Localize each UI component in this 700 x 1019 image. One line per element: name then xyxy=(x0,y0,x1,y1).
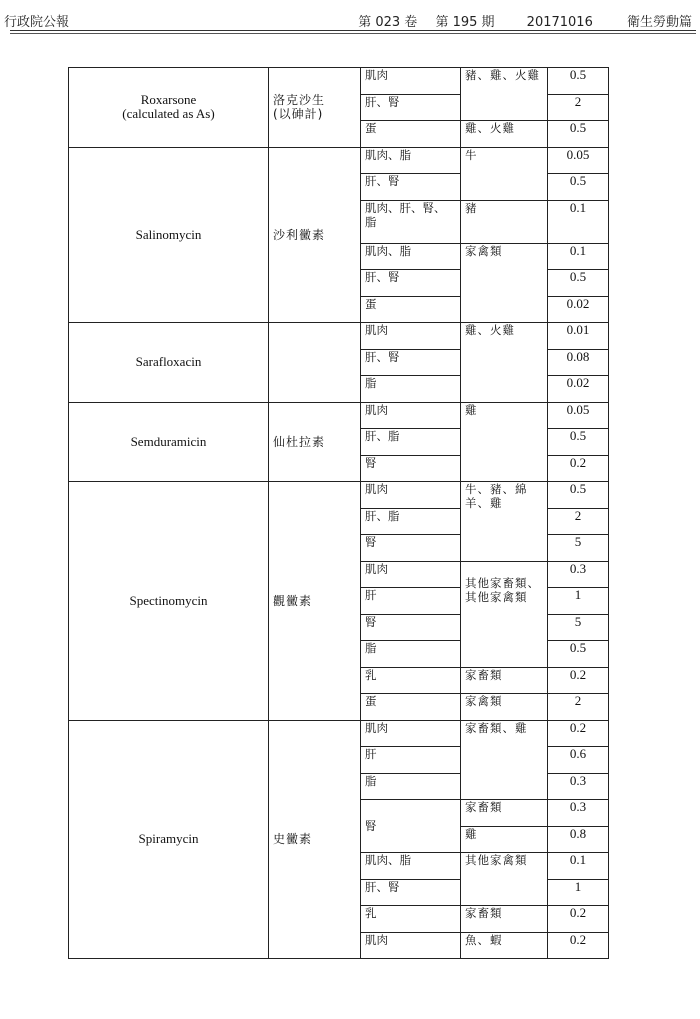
tissue-cell: 肝、脂 xyxy=(361,508,461,535)
species-cell: 牛 xyxy=(461,147,548,200)
table-row xyxy=(69,323,609,350)
tissue-cell: 肌肉 xyxy=(361,561,461,588)
limit-value: 0.02 xyxy=(548,376,609,403)
tissue-cell: 肌肉、肝、腎、脂 xyxy=(361,200,461,243)
tissue-cell: 肌肉 xyxy=(361,68,461,95)
limit-value: 2 xyxy=(548,94,609,121)
limit-value: 0.05 xyxy=(548,147,609,174)
limit-value: 0.3 xyxy=(548,773,609,800)
volume-number: 第 023 卷 xyxy=(358,15,418,30)
table-row xyxy=(69,68,609,95)
tissue-cell: 肝、腎 xyxy=(361,174,461,201)
tissue-cell: 脂 xyxy=(361,641,461,668)
species-cell: 豬、雞、火雞 xyxy=(461,68,548,121)
limit-value: 5 xyxy=(548,535,609,562)
issue-date: 20171016 xyxy=(526,15,593,30)
species-cell: 其他家畜類、其他家禽類 xyxy=(461,561,548,667)
limit-value: 2 xyxy=(548,694,609,721)
tissue-cell: 乳 xyxy=(361,667,461,694)
species-cell: 魚、蝦 xyxy=(461,932,548,959)
tissue-cell: 脂 xyxy=(361,773,461,800)
drug-name-en: Spiramycin xyxy=(69,720,269,959)
species-cell: 牛、豬、綿羊、雞 xyxy=(461,482,548,562)
limit-value: 0.6 xyxy=(548,747,609,774)
limit-value: 0.5 xyxy=(548,641,609,668)
table-row xyxy=(69,402,609,429)
limit-value: 0.1 xyxy=(548,243,609,270)
tissue-cell: 腎 xyxy=(361,614,461,641)
species-cell: 家畜類 xyxy=(461,800,548,827)
limit-value: 0.3 xyxy=(548,561,609,588)
drug-name-zh: 觀黴素 xyxy=(269,482,361,721)
table-row xyxy=(69,482,609,509)
tissue-cell: 蛋 xyxy=(361,121,461,148)
limit-value: 0.1 xyxy=(548,200,609,243)
drug-name-zh: 仙杜拉素 xyxy=(269,402,361,482)
limit-value: 2 xyxy=(548,508,609,535)
issue-info xyxy=(344,11,692,30)
tissue-cell: 肝、腎 xyxy=(361,270,461,297)
species-cell: 其他家禽類 xyxy=(461,853,548,906)
issue-number: 第 195 期 xyxy=(435,15,495,30)
tissue-cell: 肌肉 xyxy=(361,720,461,747)
drug-name-en: Sarafloxacin xyxy=(69,323,269,403)
tissue-cell: 腎 xyxy=(361,800,461,853)
tissue-cell: 肌肉 xyxy=(361,402,461,429)
limit-value: 0.5 xyxy=(548,121,609,148)
tissue-cell: 肌肉 xyxy=(361,482,461,509)
limit-value: 0.2 xyxy=(548,932,609,959)
limit-value: 0.02 xyxy=(548,296,609,323)
header-rule xyxy=(10,30,696,31)
limit-value: 0.05 xyxy=(548,402,609,429)
limit-value: 0.2 xyxy=(548,455,609,482)
limit-value: 0.3 xyxy=(548,800,609,827)
tissue-cell: 腎 xyxy=(361,455,461,482)
species-cell: 家畜類 xyxy=(461,906,548,933)
drug-name-zh xyxy=(269,323,361,403)
species-cell: 雞、火雞 xyxy=(461,121,548,148)
tissue-cell: 蛋 xyxy=(361,694,461,721)
section-name: 衛生勞動篇 xyxy=(626,15,692,30)
publication-name: 行政院公報 xyxy=(4,15,70,30)
species-cell: 家禽類 xyxy=(461,694,548,721)
tissue-cell: 肝、腎 xyxy=(361,349,461,376)
tissue-cell: 肌肉 xyxy=(361,323,461,350)
tissue-cell: 肌肉 xyxy=(361,932,461,959)
limit-value: 5 xyxy=(548,614,609,641)
drug-name-en: Salinomycin xyxy=(69,147,269,323)
residue-limits-table xyxy=(68,67,609,959)
drug-name-en: Roxarsone (calculated as As) xyxy=(69,68,269,148)
limit-value: 0.8 xyxy=(548,826,609,853)
drug-name-zh: 史黴素 xyxy=(269,720,361,959)
page-header xyxy=(0,0,700,36)
limit-value: 0.5 xyxy=(548,429,609,456)
drug-name-zh: 洛克沙生 (以砷計) xyxy=(269,68,361,148)
tissue-cell: 肌肉、脂 xyxy=(361,243,461,270)
table-row xyxy=(69,720,609,747)
table-row xyxy=(69,147,609,174)
drug-name-en: Spectinomycin xyxy=(69,482,269,721)
tissue-cell: 肝 xyxy=(361,588,461,615)
tissue-cell: 肌肉、脂 xyxy=(361,853,461,880)
limit-value: 1 xyxy=(548,588,609,615)
limit-value: 0.5 xyxy=(548,270,609,297)
tissue-cell: 肌肉、脂 xyxy=(361,147,461,174)
species-cell: 雞 xyxy=(461,826,548,853)
drug-name-zh: 沙利黴素 xyxy=(269,147,361,323)
limit-value: 0.01 xyxy=(548,323,609,350)
limit-value: 0.08 xyxy=(548,349,609,376)
species-cell: 家禽類 xyxy=(461,243,548,323)
species-cell: 家畜類、雞 xyxy=(461,720,548,800)
tissue-cell: 腎 xyxy=(361,535,461,562)
tissue-cell: 肝、腎 xyxy=(361,94,461,121)
limit-value: 0.5 xyxy=(548,174,609,201)
drug-name-en: Semduramicin xyxy=(69,402,269,482)
limit-value: 0.5 xyxy=(548,68,609,95)
species-cell: 雞、火雞 xyxy=(461,323,548,403)
tissue-cell: 肝、脂 xyxy=(361,429,461,456)
limit-value: 0.2 xyxy=(548,720,609,747)
limit-value: 0.2 xyxy=(548,667,609,694)
limit-value: 0.1 xyxy=(548,853,609,880)
tissue-cell: 肝 xyxy=(361,747,461,774)
limit-value: 1 xyxy=(548,879,609,906)
header-rule-thin xyxy=(10,33,696,34)
tissue-cell: 乳 xyxy=(361,906,461,933)
species-cell: 豬 xyxy=(461,200,548,243)
tissue-cell: 肝、腎 xyxy=(361,879,461,906)
tissue-cell: 脂 xyxy=(361,376,461,403)
tissue-cell: 蛋 xyxy=(361,296,461,323)
limit-value: 0.2 xyxy=(548,906,609,933)
species-cell: 家畜類 xyxy=(461,667,548,694)
species-cell: 雞 xyxy=(461,402,548,482)
limit-value: 0.5 xyxy=(548,482,609,509)
